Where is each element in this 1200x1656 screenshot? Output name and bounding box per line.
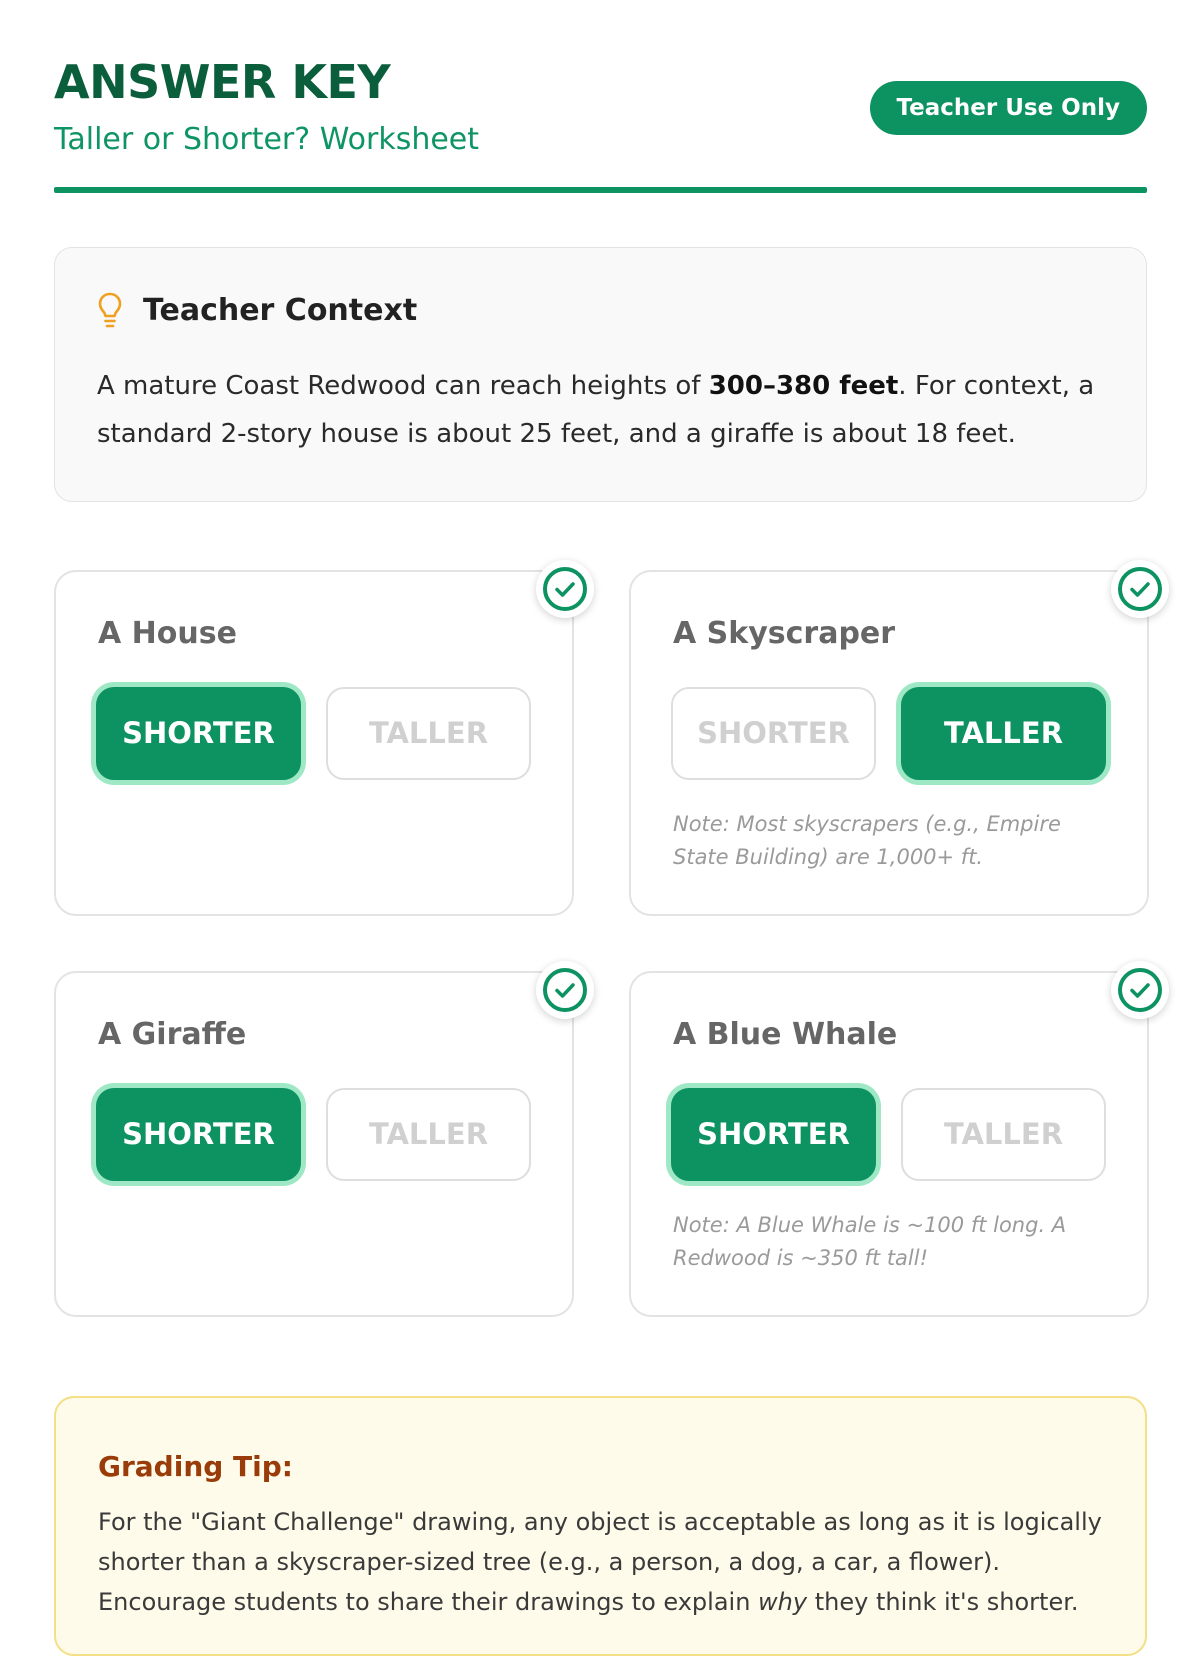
question-card-giraffe xyxy=(54,971,574,1317)
grading-tip-box xyxy=(54,1396,1147,1656)
taller-option[interactable]: TALLER xyxy=(326,687,531,780)
card-title: A Blue Whale xyxy=(673,1017,898,1052)
taller-option[interactable]: TALLER xyxy=(326,1088,531,1181)
tip-text-end: they think it's shorter. xyxy=(807,1588,1079,1616)
page-header xyxy=(54,54,1147,194)
teacher-context-title: Teacher Context xyxy=(143,292,418,328)
shorter-option-selected[interactable]: SHORTER xyxy=(96,1088,301,1181)
tip-text-start: For the "Giant Challenge" drawing, any object is acceptable as long as it is logically shorter than a skyscraper-sized tree (e.g., a person, a dog, a car, a flower). Encourage students to share their drawings to explain xyxy=(98,1508,1102,1616)
check-circle-icon xyxy=(536,961,594,1019)
check-circle-icon xyxy=(536,560,594,618)
teacher-context-box xyxy=(54,247,1147,502)
teacher-context-header xyxy=(97,290,417,330)
header-divider xyxy=(54,187,1147,193)
check-circle-icon xyxy=(1111,961,1169,1019)
card-note: Note: Most skyscrapers (e.g., Empire State Building) are 1,000+ ft. xyxy=(673,812,1061,869)
context-text-end: . For context, a standard 2-story house is about 25 feet, and a giraffe is about 18 feet. xyxy=(97,371,1095,449)
redwood-height-highlight: 300–380 feet xyxy=(708,371,899,401)
taller-option-selected[interactable]: TALLER xyxy=(901,687,1106,780)
question-card-skyscraper xyxy=(629,570,1149,916)
check-circle-icon xyxy=(1111,560,1169,618)
teacher-use-badge: Teacher Use Only xyxy=(870,81,1148,135)
teacher-context-text xyxy=(97,362,1107,458)
card-title: A Skyscraper xyxy=(673,616,896,651)
lightbulb-icon xyxy=(97,290,123,330)
shorter-option[interactable]: SHORTER xyxy=(671,687,876,780)
tip-emphasis: why xyxy=(758,1588,808,1616)
question-card-blue-whale xyxy=(629,971,1149,1317)
grading-tip-text xyxy=(98,1502,1108,1622)
shorter-option-selected[interactable]: SHORTER xyxy=(96,687,301,780)
card-title: A House xyxy=(98,616,237,651)
question-card-house xyxy=(54,570,574,916)
card-title: A Giraffe xyxy=(98,1017,247,1052)
page-subtitle: Taller or Shorter? Worksheet xyxy=(54,122,480,157)
page-title: ANSWER KEY xyxy=(54,55,391,109)
context-text-start: A mature Coast Redwood can reach heights of xyxy=(97,371,709,401)
shorter-option-selected[interactable]: SHORTER xyxy=(671,1088,876,1181)
taller-option[interactable]: TALLER xyxy=(901,1088,1106,1181)
grading-tip-title: Grading Tip: xyxy=(98,1450,293,1483)
card-note: Note: A Blue Whale is ~100 ft long. A Redwood is ~350 ft tall! xyxy=(673,1213,1067,1270)
